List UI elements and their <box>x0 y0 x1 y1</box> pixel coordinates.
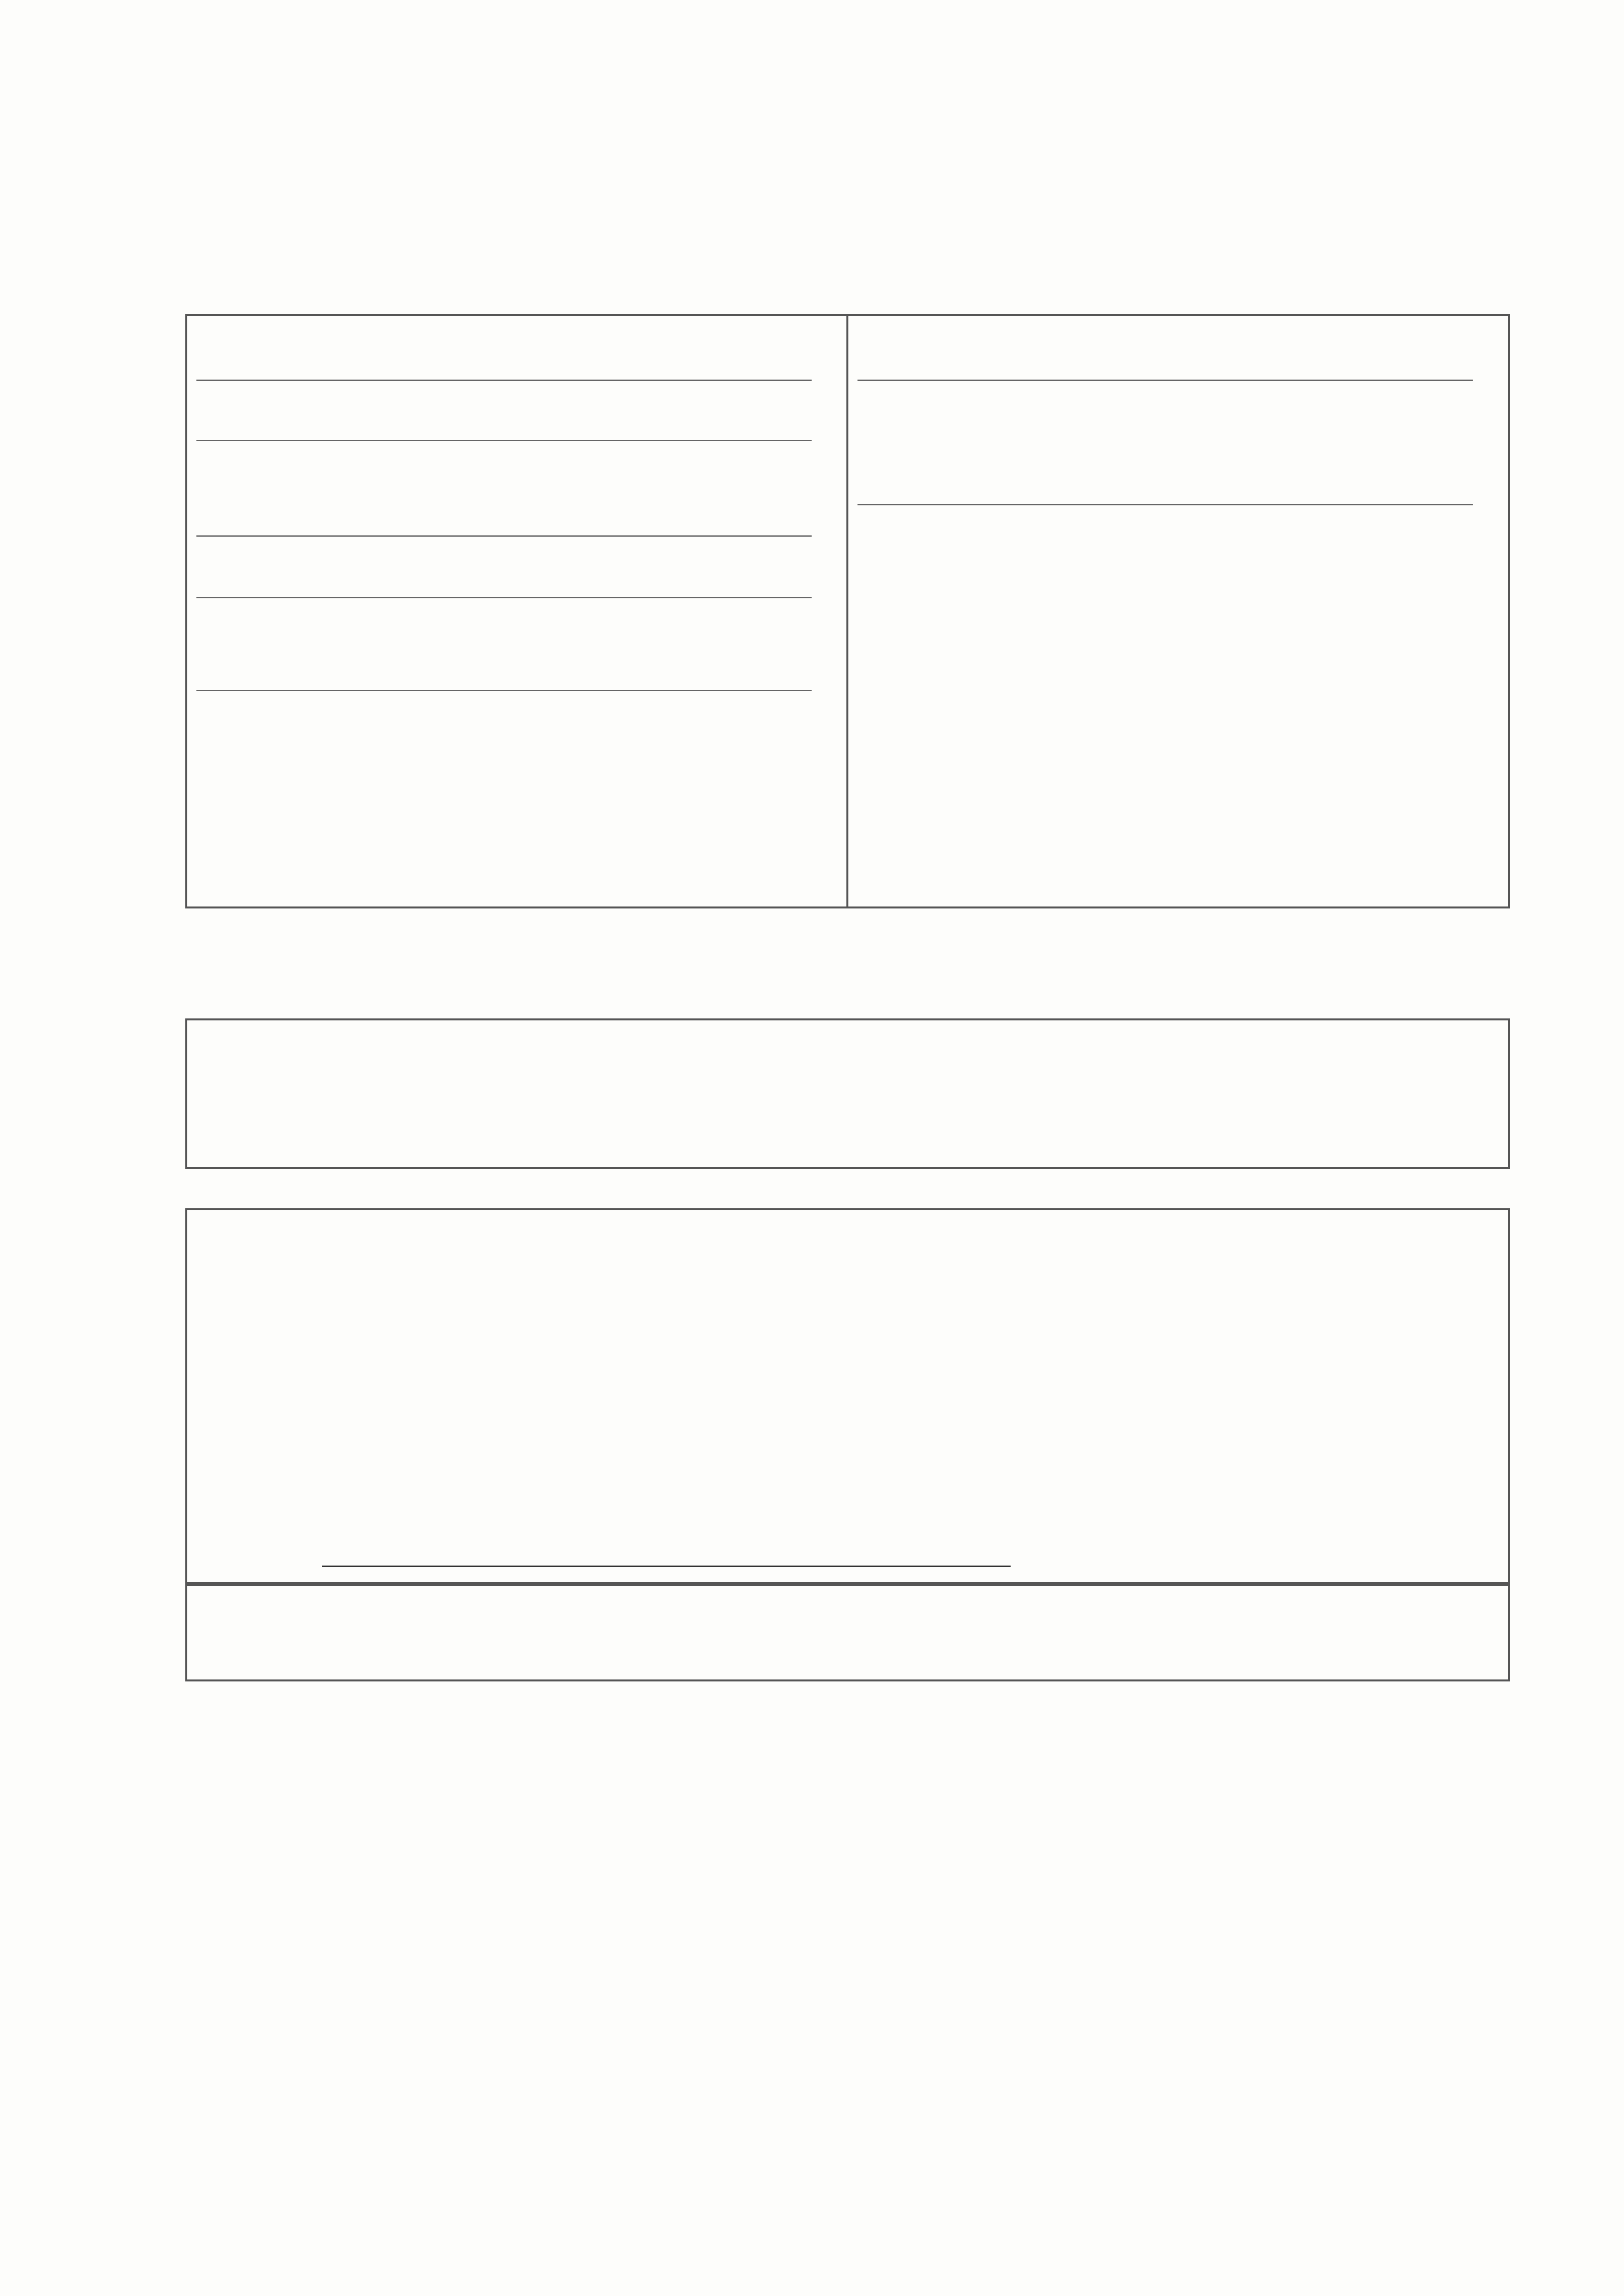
receipt-box <box>185 1208 1510 1584</box>
receipt-right-edge <box>1508 1208 1510 1681</box>
divider <box>196 380 812 381</box>
document-date <box>257 247 270 278</box>
divider <box>196 690 812 691</box>
receipt-left-edge <box>185 1208 187 1681</box>
receipt-bottom <box>185 1584 1510 1586</box>
divider <box>857 504 1473 505</box>
divider <box>196 597 812 598</box>
case-number <box>1092 247 1105 278</box>
divider <box>196 535 812 537</box>
column-divider <box>846 314 848 908</box>
receipt-end <box>185 1679 1510 1681</box>
personally-signature-line <box>322 1566 1011 1567</box>
consequences-box <box>185 1018 1510 1169</box>
divider <box>857 380 1473 381</box>
divider <box>196 440 812 441</box>
